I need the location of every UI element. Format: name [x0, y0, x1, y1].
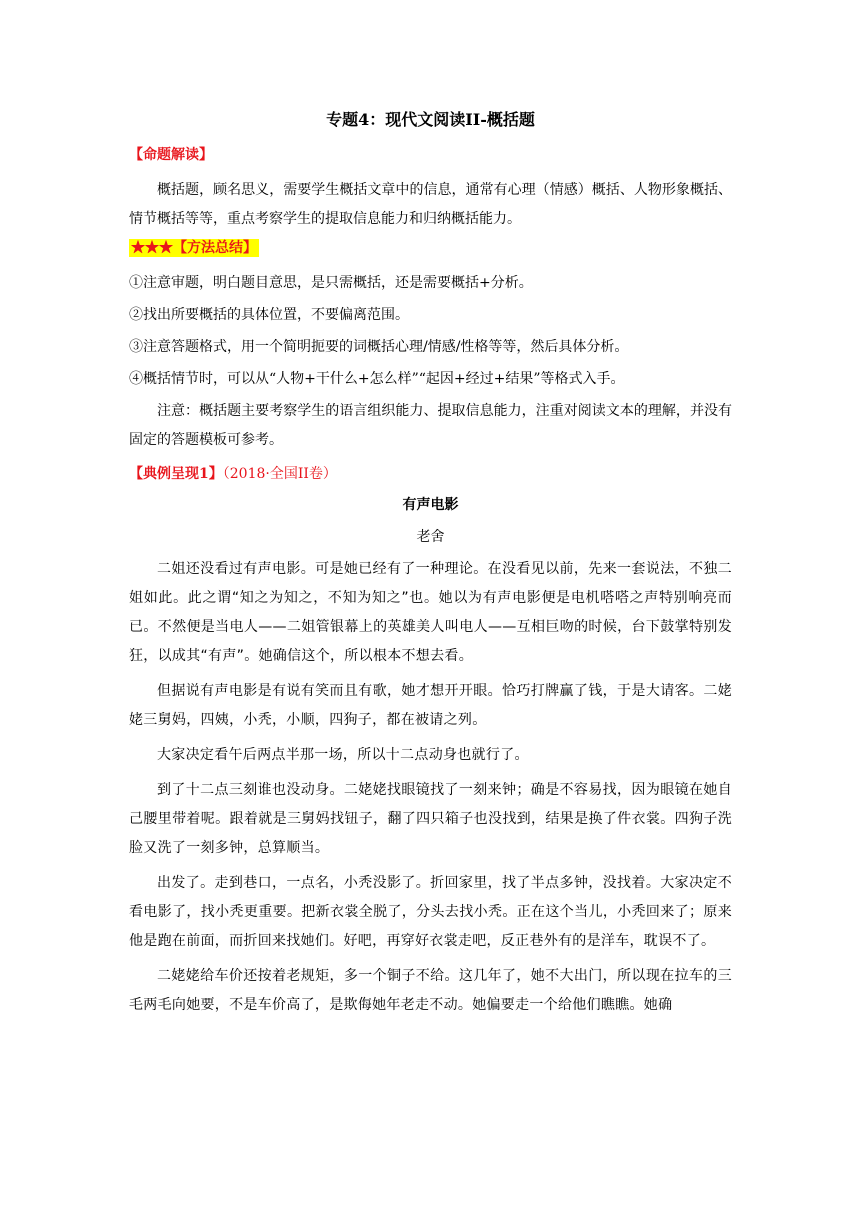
example-heading [129, 463, 732, 485]
essay-title: 有声电影 [402, 497, 459, 513]
method-note: 注意：概括题主要考察学生的语言组织能力、提取信息能力，注重对阅读文本的理解，并没有固定的答题模板可参考。 [129, 403, 732, 448]
document-title: 专题4：现代文阅读II-概括题 [326, 110, 535, 129]
method-heading [129, 237, 732, 259]
method-item-4: ④概括情节时，可以从“人物+干什么+怎么样”“起因+经过+结果”等格式入手。 [129, 371, 625, 387]
method-heading-highlight [129, 239, 259, 257]
star-rating-icon: ★★★ [131, 240, 173, 256]
example-label: 【典例呈现1】 [129, 466, 223, 482]
essay-paragraph: 到了十二点三刻谁也没动身。二姥姥找眼镜找了一刻来钟；确是不容易找，因为眼镜在她自己腰里带着呢。跟着就是三舅妈找钮子，翻了四只箱子也没找到，结果是换了件衣裳。四狗子洗脸又洗了一刻多钟，总算顺当。 [129, 782, 732, 856]
method-item-2: ②找出所要概括的具体位置，不要偏离范围。 [129, 307, 409, 323]
method-item-3: ③注意答题格式，用一个简明扼要的词概括心理/情感/性格等等，然后具体分析。 [129, 339, 629, 355]
essay-author: 老舍 [416, 529, 445, 545]
essay-paragraph: 但据说有声电影是有说有笑而且有歌，她才想开开眼。恰巧打牌赢了钱，于是大请客。二姥姥三舅妈，四姨，小秃，小顺，四狗子，都在被请之列。 [129, 683, 732, 728]
interpretation-text: 概括题，顾名思义，需要学生概括文章中的信息，通常有心理（情感）概括、人物形象概括、情节概括等等，重点考察学生的提取信息能力和归纳概括能力。 [129, 182, 732, 227]
essay-paragraph: 二姐还没看过有声电影。可是她已经有了一种理论。在没看见以前，先来一套说法，不独二姐如此。此之谓“知之为知之，不知为知之”也。她以为有声电影便是电机嗒嗒之声特别响亮而已。不然便是当电人——二姐管银幕上的英雄美人叫电人——互相巨吻的时候，台下鼓掌特别发狂，以成其“有声”。她确信这个，所以根本不想去看。 [129, 561, 732, 664]
method-item-1: ①注意审题，明白题目意思，是只需概括，还是需要概括+分析。 [129, 275, 533, 291]
essay-paragraph: 大家决定看午后两点半那一场，所以十二点动身也就行了。 [157, 747, 529, 763]
essay-paragraph: 出发了。走到巷口，一点名，小秃没影了。折回家里，找了半点多钟，没找着。大家决定不看电影了，找小秃更重要。把新衣裳全脱了，分头去找小秃。正在这个当儿，小秃回来了；原来他是跑在前面，而折回来找她们。好吧，再穿好衣裳走吧，反正巷外有的是洋车，耽误不了。 [129, 875, 732, 949]
method-heading-label: 【方法总结】 [173, 240, 257, 256]
essay-paragraph: 二姥姥给车价还按着老规矩，多一个铜子不给。这几年了，她不大出门，所以现在拉车的三毛两毛向她要，不是车价高了，是欺侮她年老走不动。她偏要走一个给他们瞧瞧。她确 [129, 968, 732, 1013]
interpretation-heading: 【命题解读】 [129, 147, 213, 163]
document-page [129, 108, 732, 1026]
example-source: （2018·全国II卷） [222, 466, 337, 482]
